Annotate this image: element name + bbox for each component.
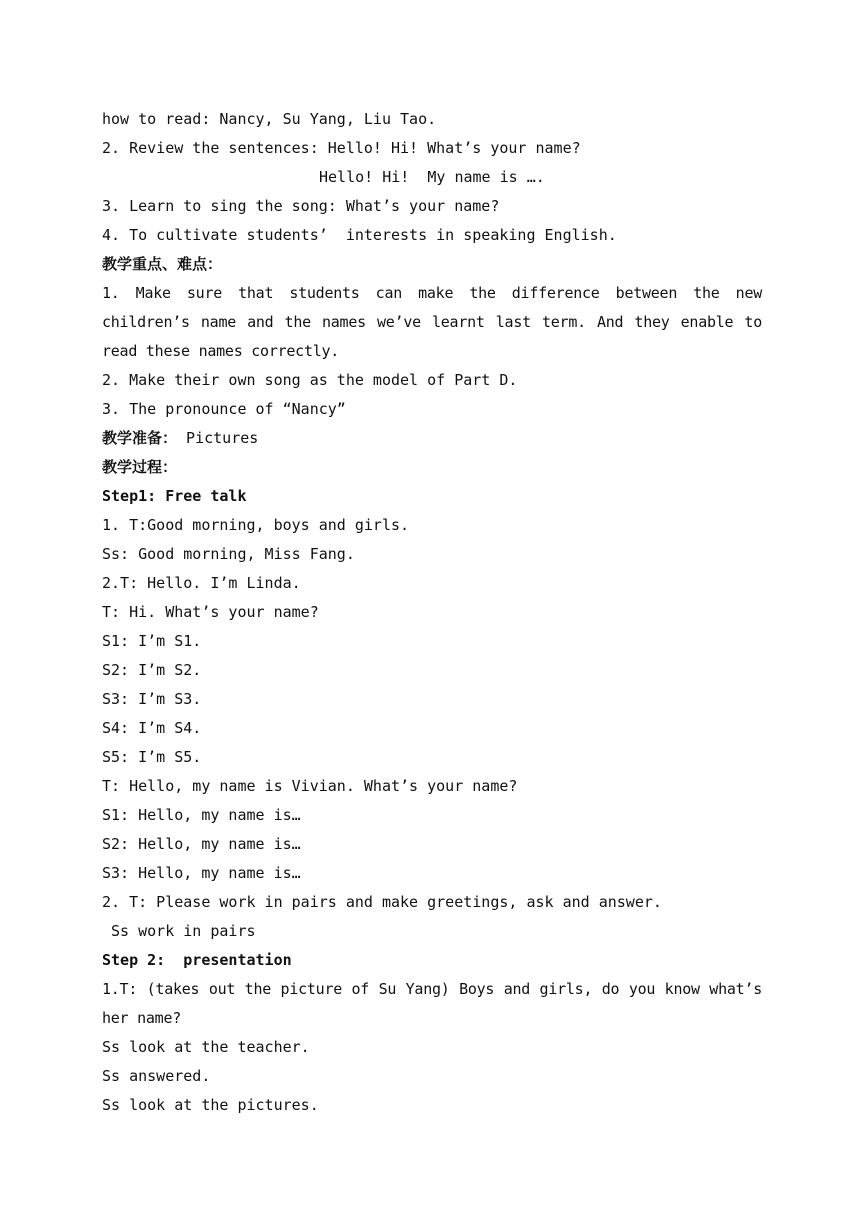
section-heading-key-points: 教学重点、难点： — [102, 255, 223, 273]
text-line: Ss look at the teacher. — [102, 1038, 310, 1056]
section-heading-preparation — [102, 424, 762, 453]
text-line: S2: I’m S2. — [102, 661, 202, 679]
text-line: Ss: Good morning, Miss Fang. — [102, 545, 355, 563]
text-line: Ss work in pairs — [102, 922, 256, 940]
text-line: T: Hi. What’s your name? — [102, 603, 319, 621]
text-line: Ss look at the pictures. — [102, 1096, 319, 1114]
text-line: S3: Hello, my name is… — [102, 864, 301, 882]
text-line: T: Hello, my name is Vivian. What’s your name? — [102, 777, 518, 795]
text-line: S3: I’m S3. — [102, 690, 202, 708]
text-line: S1: I’m S1. — [102, 632, 202, 650]
document-body — [102, 105, 762, 1120]
text-line: 2. Make their own song as the model of Part D. — [102, 371, 518, 389]
text-line: Ss answered. — [102, 1067, 211, 1085]
text-line: Hello! Hi! My name is …. — [319, 168, 545, 186]
text-line: 4. To cultivate students’ interests in speaking English. — [102, 226, 617, 244]
text-paragraph: 1.T: (takes out the picture of Su Yang) Boys and girls, do you know what’s her name? — [102, 980, 762, 1027]
text-line: 2.T: Hello. I’m Linda. — [102, 574, 301, 592]
text-line: S5: I’m S5. — [102, 748, 202, 766]
text-line: 1. T:Good morning, boys and girls. — [102, 516, 410, 534]
section-heading-process: 教学过程： — [102, 458, 178, 476]
text-line: 2. T: Please work in pairs and make greetings, ask and answer. — [102, 893, 662, 911]
step-heading: Step1: Free talk — [102, 487, 247, 505]
text-paragraph: 1. Make sure that students can make the difference between the new children’s name and the names we’ve learnt last term. And they enable to read these names correctly. — [102, 284, 762, 360]
text-line: S4: I’m S4. — [102, 719, 202, 737]
text-line: 2. Review the sentences: Hello! Hi! What’s your name? — [102, 139, 581, 157]
text-line: how to read: Nancy, Su Yang, Liu Tao. — [102, 110, 437, 128]
text-line: S2: Hello, my name is… — [102, 835, 301, 853]
text-line: 3. The pronounce of “Nancy” — [102, 400, 346, 418]
text-line: S1: Hello, my name is… — [102, 806, 301, 824]
text-line: 3. Learn to sing the song: What’s your name? — [102, 197, 500, 215]
preparation-label: 教学准备： — [102, 429, 178, 447]
preparation-value: Pictures — [177, 429, 259, 447]
step-heading: Step 2: presentation — [102, 951, 292, 969]
